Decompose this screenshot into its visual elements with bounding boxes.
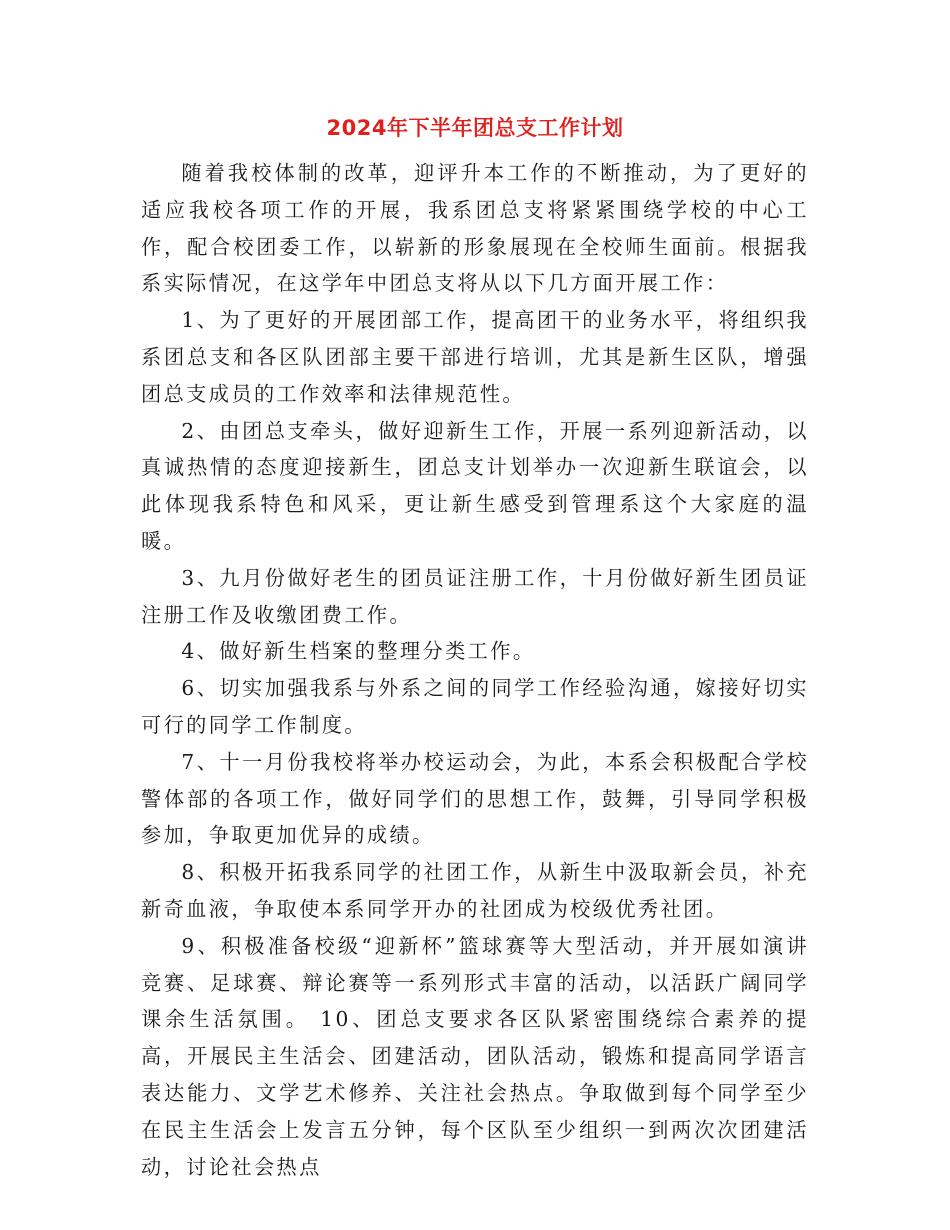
paragraph-item-3: 3、九月份做好老生的团员证注册工作，十月份做好新生团员证注册工作及收缴团费工作。: [141, 565, 809, 627]
paragraph-item-4: 4、做好新生档案的整理分类工作。: [181, 639, 536, 664]
paragraph-item-2: 2、由团总支牵头，做好迎新生工作，开展一系列迎新活动，以真诚热情的态度迎接新生，团总支计划举办一次迎新生联谊会，以此体现我系特色和风采，更让新生感受到管理系这个大家庭的温暖。: [141, 418, 809, 553]
paragraph-item-8: 8、积极开拓我系同学的社团工作，从新生中汲取新会员，补充新奇血液，争取使本系同学开办的社团成为校级优秀社团。: [141, 860, 809, 921]
document-body: [141, 155, 809, 1185]
paragraph-item-7: 7、十一月份我校将举办校运动会，为此，本系会积极配合学校警体部的各项工作，做好同学们的思想工作，鼓舞，引导同学积极参加，争取更加优异的成绩。: [141, 749, 809, 848]
document-title: 2024年下半年团总支工作计划: [326, 116, 624, 140]
paragraph-item-1: 1、为了更好的开展团部工作，提高团干的业务水平，将组织我系团总支和各区队团部主要干部进行培训，尤其是新生区队，增强团总支成员的工作效率和法律规范性。: [141, 308, 809, 406]
paragraph-item-9-10: 9、积极准备校级“迎新杯”篮球赛等大型活动，并开展如演讲竞赛、足球赛、辩论赛等一系列形式丰富的活动，以活跃广阔同学课余生活氛围。 10、团总支要求各区队紧密围绕综合素养的提高，开展民主生活会、团建活动，团队活动，锻炼和提高同学语言表达能力、文学艺术修养、关注社会热点。争取做到每个同学至少在民主生活会上发言五分钟，每个区队至少组织一到两次次团建活动，讨论社会热点: [141, 933, 809, 1179]
paragraph-intro: 随着我校体制的改革，迎评升本工作的不断推动，为了更好的适应我校各项工作的开展，我系团总支将紧紧围绕学校的中心工作，配合校团委工作，以崭新的形象展现在全校师生面前。根据我系实际情况，在这学年中团总支将从以下几方面开展工作：: [141, 161, 809, 296]
paragraph-item-6: 6、切实加强我系与外系之间的同学工作经验沟通，嫁接好切实可行的同学工作制度。: [141, 676, 809, 737]
